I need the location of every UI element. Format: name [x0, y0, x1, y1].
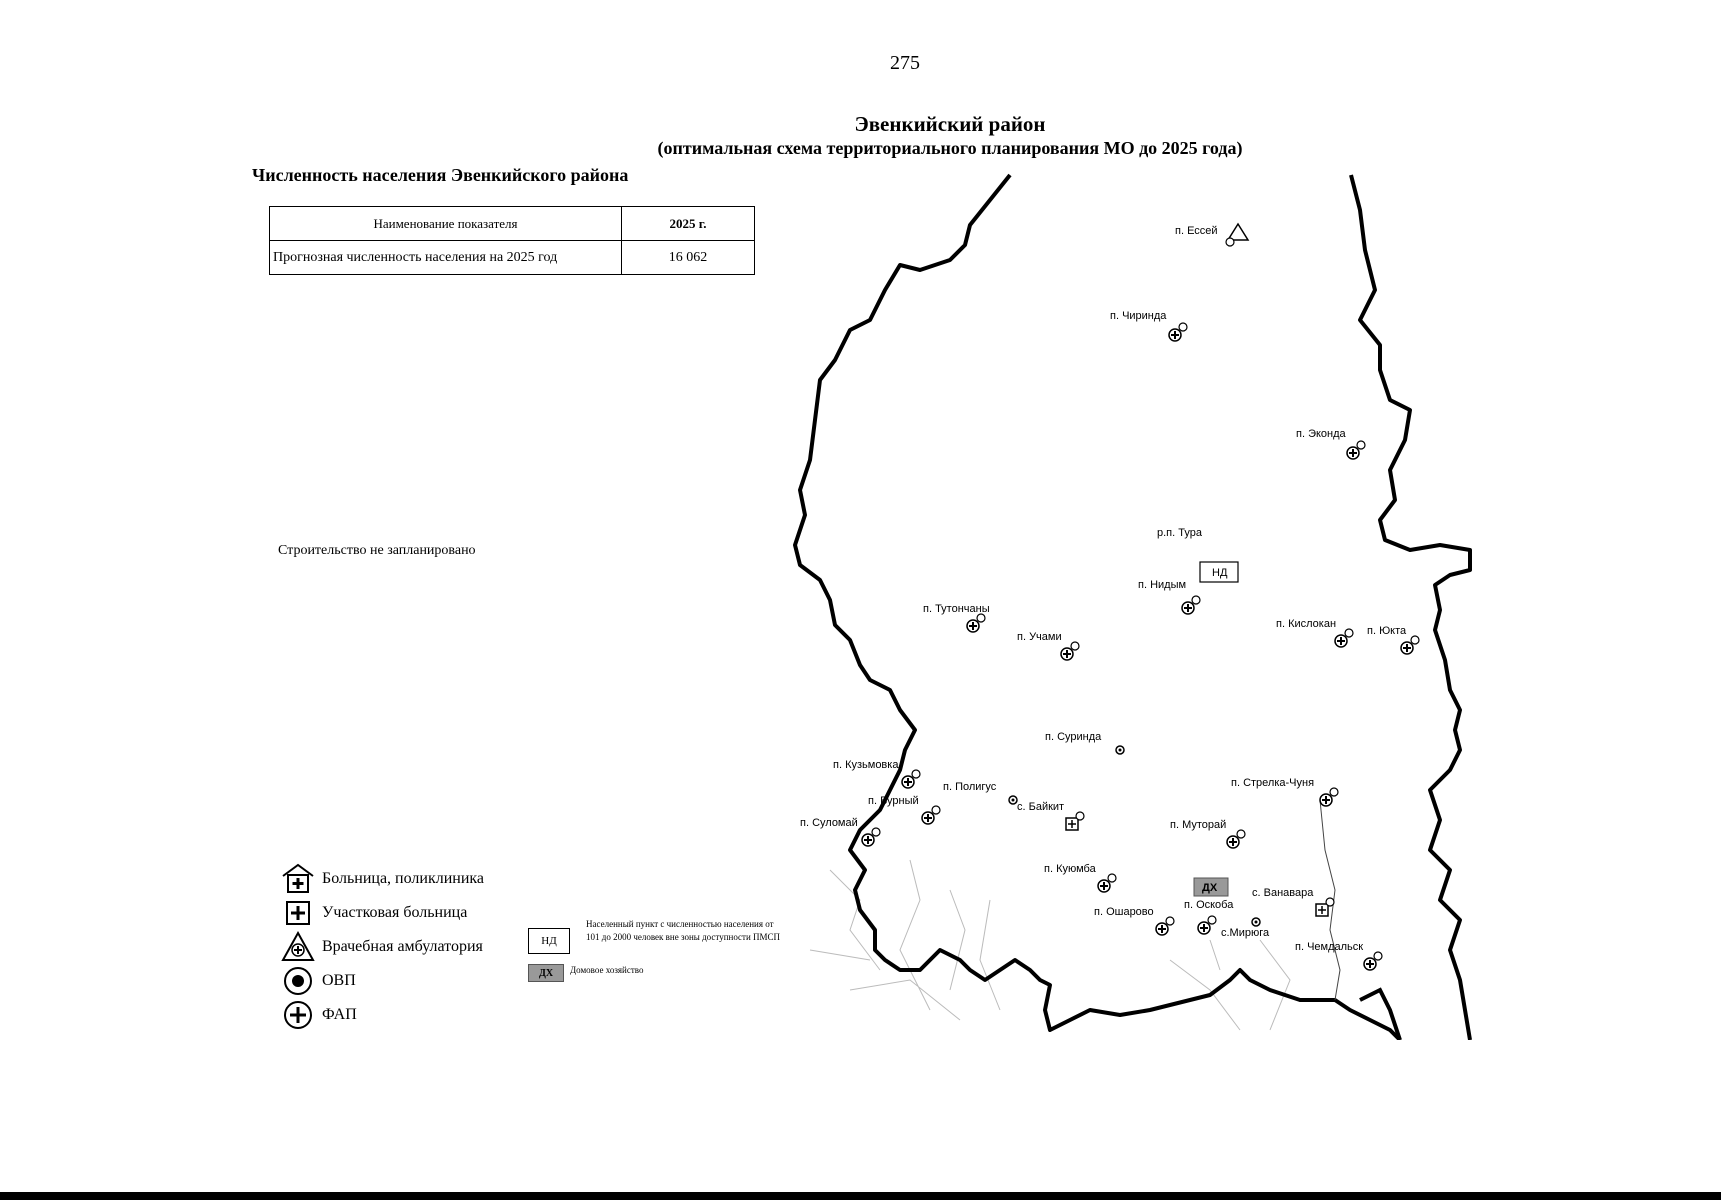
settlement-label: п. Бурный: [868, 795, 919, 807]
legend-ovp-label: ОВП: [322, 972, 356, 989]
table-row: [270, 241, 755, 275]
settlement-strelka: [1231, 777, 1338, 806]
ovp-icon: [1009, 796, 1017, 804]
fap-icon: [1198, 916, 1216, 934]
settlement-label: п. Суринда: [1045, 731, 1102, 743]
settlement-kislokan: [1276, 618, 1353, 647]
legend-district-hospital-label: Участковая больница: [322, 904, 468, 921]
settlement-label: п. Эконда: [1296, 428, 1346, 440]
settlement-uchami: [1017, 631, 1079, 660]
settlement-label: п. Оскоба: [1184, 899, 1234, 911]
map-subtitle: (оптимальная схема территориального планирования МО до 2025 года): [657, 138, 1243, 158]
settlement-nidym: [1138, 579, 1200, 614]
scan-border: [0, 1192, 1721, 1200]
settlement-baykit: [1017, 801, 1084, 830]
fap-icon: [1320, 788, 1338, 806]
fap-icon: [1335, 629, 1353, 647]
settlement-label: с. Ванавара: [1252, 887, 1314, 899]
settlement-label: п. Нидым: [1138, 579, 1187, 591]
population-heading: Численность населения Эвенкийского района: [252, 165, 629, 185]
settlement-label: п. Чемдальск: [1295, 941, 1364, 953]
settlement-label: п. Куюмба: [1044, 863, 1096, 875]
settlement-surinda: [1045, 731, 1124, 754]
ambulatory-icon: [280, 930, 316, 964]
settlement-label: п. Учами: [1017, 631, 1062, 643]
ovp-icon: [1116, 746, 1124, 754]
fap-icon: [902, 770, 920, 788]
fap-icon: [1227, 830, 1245, 848]
settlement-label: п. Суломай: [800, 817, 858, 829]
settlement-osharovo: [1094, 906, 1174, 935]
legend-district-hospital: [280, 896, 484, 930]
header-indicator: Наименование показателя: [270, 207, 622, 241]
settlement-label: п. Тутончаны: [923, 603, 990, 615]
ovp-icon: [280, 964, 316, 998]
legend-hospital-label: Больница, поликлиника: [322, 870, 485, 887]
settlement-markers: [800, 224, 1419, 970]
settlement-label: п. Стрелка-Чуня: [1231, 777, 1315, 789]
dh-marker-sample: ДХ: [528, 964, 564, 982]
nd-icon: [1200, 562, 1238, 582]
hospital-icon: [1066, 812, 1084, 830]
legend-ambulatory: [280, 930, 484, 964]
settlement-label: п. Чиринда: [1110, 310, 1167, 322]
settlement-ekonda: [1296, 428, 1365, 459]
fap-icon: [1347, 441, 1365, 459]
settlement-label: р.п. Тура: [1157, 527, 1202, 539]
fap-icon: [1401, 636, 1419, 654]
dh-marker: [1194, 878, 1228, 896]
settlement-poligus: [943, 781, 1017, 804]
district-border-east: [1351, 175, 1470, 1040]
ambulatory-icon: [1226, 224, 1248, 246]
fap-icon: [1364, 952, 1382, 970]
settlement-mutoray: [1170, 819, 1245, 848]
settlement-tura: [1157, 527, 1238, 582]
row-indicator: Прогнозная численность населения на 2025 год: [270, 241, 622, 275]
settlement-label: п. Кислокан: [1276, 618, 1337, 630]
settlement-vanavara: [1252, 887, 1334, 916]
settlement-label: с. Байкит: [1017, 801, 1065, 813]
settlement-label: п. Полигус: [943, 781, 997, 793]
settlement-chirinda: [1110, 310, 1187, 341]
legend: [280, 862, 484, 1032]
settlement-tutonchany: [923, 603, 990, 632]
settlement-essey: [1175, 224, 1248, 246]
legend-ovp: [280, 964, 484, 998]
legend-fap: [280, 998, 484, 1032]
settlement-label: п. Юкта: [1367, 625, 1407, 637]
fap-icon: [1061, 642, 1079, 660]
legend-ambulatory-label: Врачебная амбулатория: [322, 938, 483, 955]
population-table: [269, 206, 755, 275]
settlement-label: п. Ессей: [1175, 225, 1218, 237]
fap-icon: [280, 998, 316, 1032]
settlement-kuzmovka: [833, 759, 920, 788]
nd-marker-sample: НД: [528, 928, 570, 954]
fap-icon: [1098, 874, 1116, 892]
hospital-icon: [280, 862, 316, 896]
dh-marker-label: ДХ: [1202, 882, 1218, 894]
legend-nd: [528, 918, 786, 954]
page-number: 275: [890, 52, 920, 74]
fap-icon: [1182, 596, 1200, 614]
settlement-label: п. Кузьмовка: [833, 759, 899, 771]
district-map: [790, 170, 1480, 1040]
settlement-label: с.Мирюга: [1221, 927, 1270, 939]
settlement-kuyumba: [1044, 863, 1116, 892]
fap-icon: [862, 828, 880, 846]
fap-icon: [1169, 323, 1187, 341]
district-hospital-icon: [280, 896, 316, 930]
legend-dh: [528, 964, 786, 982]
tura-nd-label: НД: [1212, 567, 1228, 579]
fap-icon: [922, 806, 940, 824]
settlement-label: п. Ошарово: [1094, 906, 1154, 918]
settlement-label: п. Муторай: [1170, 819, 1227, 831]
settlement-miryuga: [1221, 918, 1270, 939]
legend-extra: [528, 918, 786, 992]
legend-hospital: [280, 862, 484, 896]
legend-fap-label: ФАП: [322, 1006, 357, 1023]
table-header-row: [270, 207, 755, 241]
legend-dh-label: Домовое хозяйство: [570, 965, 644, 975]
hospital-icon: [1316, 898, 1334, 916]
settlement-yukta: [1367, 625, 1419, 654]
ovp-icon: [1252, 918, 1260, 926]
map-title: Эвенкийский район: [854, 112, 1046, 136]
fap-icon: [967, 614, 985, 632]
header-year: 2025 г.: [622, 207, 755, 241]
construction-note: Строительство не запланировано: [278, 543, 476, 558]
fap-icon: [1156, 917, 1174, 935]
row-value: 16 062: [622, 241, 755, 275]
legend-nd-label: Населенный пункт с численностью населения от 101 до 2000 человек вне зоны доступности ПМСП: [586, 919, 781, 942]
